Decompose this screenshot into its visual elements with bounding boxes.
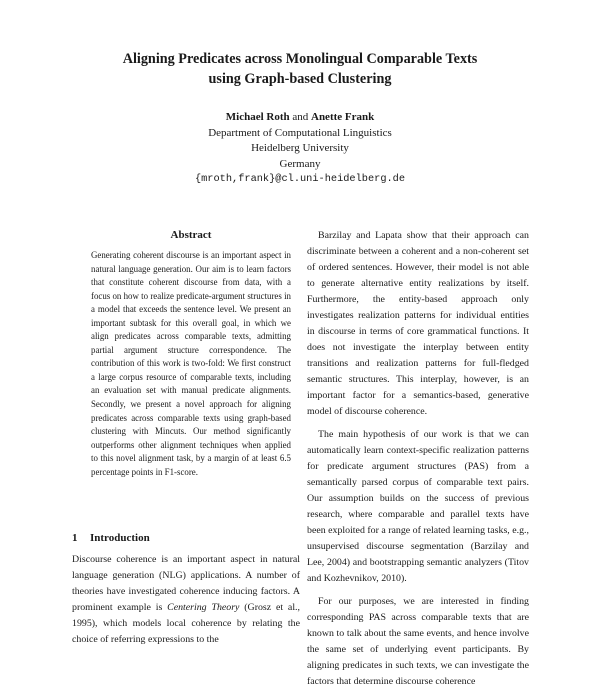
affiliation-department: Department of Computational Linguistics <box>208 126 392 139</box>
abstract-text: Generating coherent discourse is an important aspect in natural language generation. Our aim is to learn factors that constitute coherent discourse from data, with a focus on how to realize predicate-argument structures in a model that exceeds the sentence level. We present an important subtask for this overall goal, in which we align predicates across comparable texts, admitting partial argument structure correspondence. The contribution of this work is two-fold: We first construct a large corpus resource of comparable texts, including an evaluation set with manual predicate alignments. Secondly, we present a novel approach for aligning predicates across comparable texts using graph-based clustering with Mincuts. Our method significantly outperforms other alignment techniques when applied to this novel alignment task, by a margin of at least 6.5 percentage points in F1-score. <box>91 250 291 477</box>
right-paragraph-3: For our purposes, we are interested in finding corresponding PAS across comparable texts that are known to talk about the same events, and hence involve the same set of underlying event participants. By aligning predicates in such texts, we can investigate the factors that determine discourse coherence <box>307 596 529 687</box>
right-paragraph-1: Barzilay and Lapata show that their approach can discriminate between a coherent and a non-coherent set of ordered sentences. However, their model is not able to generate alternative entity realizations by itself. Furthermore, the entity-based approach only investigates realization patterns for individual entities in discourse in terms of core grammatical functions. It does not investigate the interplay between entity transitions and realization patterns for full-fledged semantic structures. This interplay, however, is an important factor for a semantics-based, generative model of discourse coherence. <box>307 230 529 417</box>
intro-italic-term: Centering Theory <box>167 602 240 613</box>
affiliation-university: Heidelberg University <box>251 142 349 154</box>
affiliation-country: Germany <box>279 157 321 170</box>
abstract-heading: Abstract <box>170 229 212 241</box>
section-title: Introduction <box>90 532 150 544</box>
author-conjunction: and <box>289 111 311 123</box>
section-number: 1 <box>72 532 78 544</box>
intro-text-start: Discourse coherence is an important aspect in natural language generation (NLG) applications. A number of theories have investigated coherence inducing factors. A prominent example is <box>72 554 300 613</box>
right-paragraph-2: The main hypothesis of our work is that we can automatically learn context-specific realization patterns for predicate argument structures (PAS) from a semantically parsed corpus of comparable text pairs. Our assumption builds on the success of previous research, where comparable and parallel texts have been exploited for a range of related learning tasks, e.g., unsupervised discourse segmentation (Barzilay and Lee, 2004) and bootstrapping semantic analyzers (Titov and Kozhevnikov, 2010). <box>307 429 529 584</box>
paper-title <box>0 49 600 89</box>
abstract-body <box>91 249 291 479</box>
intro-text-end: (Grosz et al., 1995), which models local coherence by relating the choice of referring expressions to the <box>72 602 300 645</box>
title-line-2: using Graph-based Clustering <box>208 71 392 87</box>
right-column <box>307 228 529 690</box>
author-email: {mroth,frank}@cl.uni-heidelberg.de <box>194 173 406 185</box>
author-names <box>0 110 600 126</box>
introduction-paragraph <box>72 552 300 648</box>
introduction-body <box>72 552 300 648</box>
author-1: Michael Roth <box>225 111 290 123</box>
author-2: Anette Frank <box>311 111 375 123</box>
section-heading-introduction <box>72 532 150 544</box>
title-line-1: Aligning Predicates across Monolingual Comparable Texts <box>122 51 478 67</box>
author-block <box>0 110 600 188</box>
